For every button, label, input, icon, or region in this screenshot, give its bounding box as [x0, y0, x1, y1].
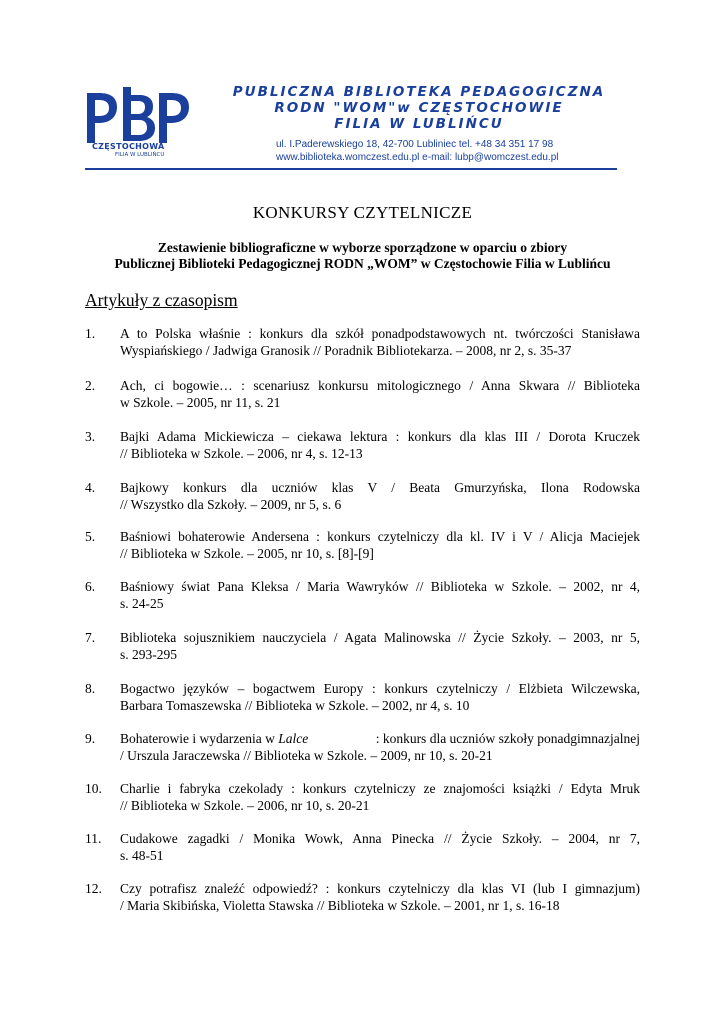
subtitle-line-1: Zestawienie bibliograficzne w wyborze sporządzone w oparciu o zbiory	[157, 240, 568, 255]
item-number: 2.	[85, 378, 96, 393]
item-number: 9.	[85, 731, 96, 746]
item-text-line-2: s. 293-295	[120, 647, 177, 662]
item-number: 7.	[85, 630, 96, 645]
item-number: 12.	[85, 881, 102, 896]
list-item	[85, 629, 640, 663]
item-number: 11.	[85, 831, 102, 846]
item-text-line-1: Czy potrafisz znaleźć odpowiedź? : konkurs czytelniczy dla klas VI (lub I gimnazjum)	[120, 881, 640, 896]
item-number: 4.	[85, 480, 96, 495]
header-address: ul. I.Paderewskiego 18, 42-700 Lubliniec tel. +48 34 351 17 98	[276, 139, 554, 150]
page-title: KONKURSY CZYTELNICZE	[252, 203, 473, 222]
item-text-line-2: // Biblioteka w Szkole. – 2006, nr 4, s. 12-13	[120, 446, 363, 461]
list-item	[85, 479, 640, 513]
list-item	[85, 325, 640, 359]
subtitle-line-2: Publicznej Biblioteki Pedagogicznej RODN „WOM” w Częstochowie Filia w Lublińcu	[114, 256, 611, 271]
item-text-line-1: Charlie i fabryka czekolady : konkurs czytelniczy ze znajomości książki / Edyta Mruk	[120, 781, 640, 796]
list-item	[85, 528, 640, 562]
item-number: 3.	[85, 429, 96, 444]
item-text-line-2: // Biblioteka w Szkole. – 2006, nr 10, s. 20-21	[120, 798, 370, 813]
list-item	[85, 780, 640, 814]
library-logo	[85, 85, 195, 165]
item-text-line-2: Barbara Tomaszewska // Biblioteka w Szkole. – 2002, nr 4, s. 10	[120, 698, 470, 713]
item-text-line-2: s. 48-51	[120, 848, 164, 863]
item-text-line-2: Wyspiańskiego / Jadwiga Granosik // Poradnik Bibliotekarza. – 2008, nr 2, s. 35-37	[120, 343, 572, 358]
item-text-line-2: // Biblioteka w Szkole. – 2005, nr 10, s. [8]-[9]	[120, 546, 374, 561]
item-text-line-1: Bajki Adama Mickiewicza – ciekawa lektura : konkurs dla klas III / Dorota Kruczek	[120, 429, 640, 444]
item-text-line-1: Baśniowy świat Pana Kleksa / Maria Wawryków // Biblioteka w Szkole. – 2002, nr 4,	[120, 579, 640, 594]
page-subtitle	[60, 240, 665, 272]
item-text-line-1: Baśniowi bohaterowie Andersena : konkurs czytelniczy dla kl. IV i V / Alicja Maciejek	[120, 529, 640, 544]
item-text-line-1: Bogactwo języków – bogactwem Europy : konkurs czytelniczy / Elżbieta Wilczewska,	[120, 681, 640, 696]
item-number: 1.	[85, 326, 96, 341]
item-number: 10.	[85, 781, 102, 796]
logo-subtitle-branch: FILIA W LUBLIŃCU	[115, 152, 165, 158]
header-line-2: RODN "WOM"w CZĘSTOCHOWIE	[274, 100, 564, 116]
list-item	[85, 730, 640, 764]
item-text-line-1: Bohaterowie i wydarzenia w Lalce : konkurs dla uczniów szkoły ponadgimnazjalnej	[120, 731, 640, 746]
item-text-line-2: s. 24-25	[120, 596, 164, 611]
book-title: Lalce	[278, 731, 309, 746]
item-text-line-1: A to Polska właśnie : konkurs dla szkół ponadpodstawowych nt. twórczości Stanisława	[120, 326, 640, 341]
item-text-line-2: // Wszystko dla Szkoły. – 2009, nr 5, s. 6	[120, 497, 342, 512]
item-number: 6.	[85, 579, 96, 594]
item-text-line-1: Biblioteka sojusznikiem nauczyciela / Agata Malinowska // Życie Szkoły. – 2003, nr 5,	[120, 630, 640, 645]
list-item	[85, 830, 640, 864]
item-text-line-1: Cudakowe zagadki / Monika Wowk, Anna Pinecka // Życie Szkoły. – 2004, nr 7,	[120, 831, 640, 846]
header-line-1: PUBLICZNA BIBLIOTEKA PEDAGOGICZNA	[232, 84, 606, 100]
list-item	[85, 578, 640, 612]
list-item	[85, 880, 640, 914]
header-line-3: FILIA W LUBLIŃCU	[334, 116, 504, 132]
item-number: 5.	[85, 529, 96, 544]
item-text-line-1: Ach, ci bogowie… : scenariusz konkursu mitologicznego / Anna Skwara // Biblioteka	[120, 378, 640, 393]
header-divider	[85, 168, 617, 170]
library-header	[218, 84, 620, 132]
header-contact	[276, 139, 576, 164]
list-item	[85, 377, 640, 411]
item-text-line-2: w Szkole. – 2005, nr 11, s. 21	[120, 395, 281, 410]
item-text-line-2: / Urszula Jaraczewska // Biblioteka w Szkole. – 2009, nr 10, s. 20-21	[120, 748, 493, 763]
list-item	[85, 428, 640, 462]
header-web-email: www.biblioteka.womczest.edu.pl e-mail: lubp@womczest.edu.pl	[276, 151, 559, 163]
item-number: 8.	[85, 681, 96, 696]
logo-subtitle-city: CZĘSTOCHOWA	[92, 142, 165, 151]
item-text-line-1: Bajkowy konkurs dla uczniów klas V / Beata Gmurzyńska, Ilona Rodowska	[120, 480, 640, 495]
item-text-line-2: / Maria Skibińska, Violetta Stawska // Biblioteka w Szkole. – 2001, nr 1, s. 16-18	[120, 898, 560, 913]
list-item	[85, 680, 640, 714]
section-heading: Artykuły z czasopism	[85, 290, 238, 310]
